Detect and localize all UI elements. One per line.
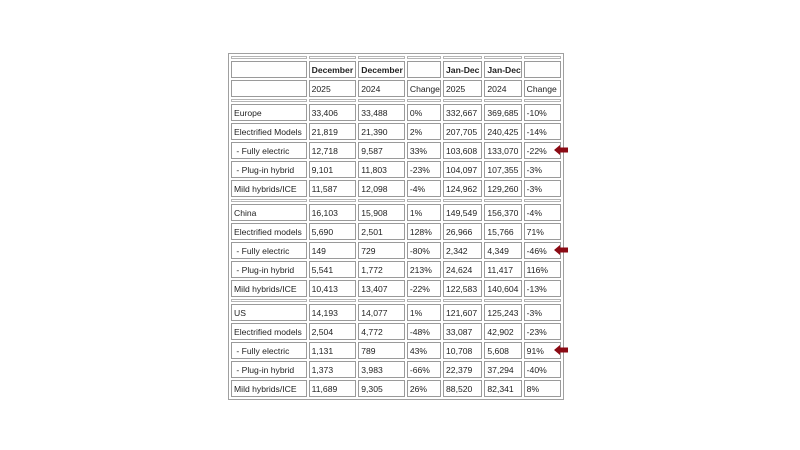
dec-2025-value-text: 5,541 bbox=[311, 264, 334, 275]
ytd-2024-value bbox=[484, 261, 521, 278]
dec-2024-value-text: 33,488 bbox=[361, 107, 388, 118]
table-row bbox=[231, 361, 561, 378]
dec-2024-value-text: 2,501 bbox=[361, 226, 383, 237]
ytd-change-value-text: -13% bbox=[526, 283, 547, 294]
dec-2024-value-text: 15,908 bbox=[361, 207, 388, 218]
table-row bbox=[231, 104, 561, 121]
row-label bbox=[231, 323, 307, 340]
dec-2025-value bbox=[309, 242, 357, 259]
row-label-text: - Plug-in hybrid bbox=[234, 264, 295, 275]
ytd-2024-value bbox=[484, 323, 521, 340]
ytd-2025-value bbox=[443, 304, 482, 321]
table-row bbox=[231, 204, 561, 221]
dec-2024-value-text: 789 bbox=[361, 345, 376, 356]
dec-2025-value bbox=[309, 142, 357, 159]
row-label bbox=[231, 261, 307, 278]
ytd-2024-value-text: 42,902 bbox=[487, 326, 514, 337]
table-row bbox=[231, 323, 561, 340]
dec-2025-value-text: 14,193 bbox=[311, 307, 338, 318]
dec-change-value bbox=[407, 142, 441, 159]
header-row-2 bbox=[231, 80, 561, 97]
dec-change-value-text: 1% bbox=[409, 307, 423, 318]
dec-2025-value bbox=[309, 261, 357, 278]
dec-change-value bbox=[407, 242, 441, 259]
dec-2024-value-text: 729 bbox=[361, 245, 376, 256]
ytd-2024-value-text: 156,370 bbox=[487, 207, 519, 218]
header-cell bbox=[231, 61, 307, 78]
ytd-change-value-text: 116% bbox=[526, 264, 549, 275]
ytd-2025-value-text: 124,962 bbox=[446, 183, 478, 194]
row-label bbox=[231, 280, 307, 297]
row-label-text: - Fully electric bbox=[234, 245, 290, 256]
header-change-cell: Change bbox=[524, 80, 561, 97]
table-row bbox=[231, 123, 561, 140]
dec-2024-value-text: 14,077 bbox=[361, 307, 388, 318]
dec-2025-value bbox=[309, 280, 357, 297]
dec-change-value bbox=[407, 123, 441, 140]
dec-2025-value-text: 16,103 bbox=[311, 207, 338, 218]
dec-2024-value bbox=[358, 280, 405, 297]
row-label-text: Electrified Models bbox=[234, 126, 302, 137]
dec-change-value-text: -4% bbox=[409, 183, 426, 194]
ytd-change-value-text: -4% bbox=[526, 207, 542, 218]
left-arrow-icon bbox=[554, 345, 568, 355]
dec-2024-value-text: 9,305 bbox=[361, 383, 383, 394]
row-label-text: - Fully electric bbox=[234, 345, 290, 356]
table-row bbox=[231, 380, 561, 397]
row-label-text: Mild hybrids/ICE bbox=[234, 383, 297, 394]
ytd-2024-value-text: 129,260 bbox=[487, 183, 519, 194]
ytd-2024-value-text: 133,070 bbox=[487, 145, 519, 156]
dec-change-value-text: 26% bbox=[409, 383, 428, 394]
ytd-2025-value bbox=[443, 180, 482, 197]
dec-change-value bbox=[407, 361, 441, 378]
dec-2024-value bbox=[358, 204, 405, 221]
ytd-change-value bbox=[524, 361, 561, 378]
dec-change-value-text: 128% bbox=[409, 226, 432, 237]
ytd-2024-value bbox=[484, 180, 521, 197]
header-year-cell: 2025 bbox=[309, 80, 357, 97]
ytd-change-value-text: 8% bbox=[526, 383, 540, 394]
dec-2025-value-text: 149 bbox=[311, 245, 326, 256]
ytd-2024-value bbox=[484, 342, 521, 359]
ytd-change-value bbox=[524, 180, 561, 197]
dec-2024-value-text: 11,803 bbox=[361, 164, 387, 175]
ytd-change-value-text: -14% bbox=[526, 126, 547, 137]
row-label bbox=[231, 142, 307, 159]
header-cell bbox=[524, 61, 561, 78]
row-label bbox=[231, 204, 307, 221]
ytd-2025-value bbox=[443, 261, 482, 278]
ytd-change-value-text: -22% bbox=[526, 145, 547, 156]
table-row bbox=[231, 342, 561, 359]
ytd-2024-value-text: 4,349 bbox=[487, 245, 509, 256]
dec-change-value-text: -22% bbox=[409, 283, 430, 294]
ytd-2024-value bbox=[484, 223, 521, 240]
ytd-2025-value bbox=[443, 242, 482, 259]
ytd-2025-value bbox=[443, 204, 482, 221]
ytd-2024-value-text: 107,355 bbox=[487, 164, 519, 175]
dec-change-value-text: -66% bbox=[409, 364, 430, 375]
header-year-cell: 2025 bbox=[443, 80, 482, 97]
dec-change-value-text: -80% bbox=[409, 245, 430, 256]
row-label-text: Mild hybrids/ICE bbox=[234, 283, 297, 294]
dec-2024-value bbox=[358, 342, 405, 359]
ytd-change-value-text: 71% bbox=[526, 226, 544, 237]
ytd-2025-value-text: 24,624 bbox=[446, 264, 473, 275]
ytd-2024-value-text: 140,604 bbox=[487, 283, 519, 294]
header-year-cell: 2024 bbox=[358, 80, 405, 97]
table-row bbox=[231, 304, 561, 321]
dec-2025-value-text: 10,413 bbox=[311, 283, 338, 294]
ytd-2024-value-text: 15,766 bbox=[487, 226, 514, 237]
dec-2025-value-text: 12,718 bbox=[311, 145, 338, 156]
ytd-change-value-text: -3% bbox=[526, 183, 542, 194]
ytd-2025-value-text: 26,966 bbox=[446, 226, 473, 237]
header-cell bbox=[407, 61, 441, 78]
dec-2024-value bbox=[358, 323, 405, 340]
dec-2025-value-text: 21,819 bbox=[311, 126, 338, 137]
ytd-2024-value-text: 82,341 bbox=[487, 383, 514, 394]
dec-change-value bbox=[407, 380, 441, 397]
dec-2025-value-text: 33,406 bbox=[311, 107, 338, 118]
ytd-change-value bbox=[524, 161, 561, 178]
ytd-2025-value-text: 33,087 bbox=[446, 326, 473, 337]
table-row bbox=[231, 280, 561, 297]
dec-2025-value bbox=[309, 161, 357, 178]
row-label bbox=[231, 223, 307, 240]
ytd-2025-value bbox=[443, 342, 482, 359]
section-separator bbox=[231, 299, 561, 302]
ytd-2025-value-text: 88,520 bbox=[446, 383, 473, 394]
row-label bbox=[231, 161, 307, 178]
ytd-2024-value-text: 5,608 bbox=[487, 345, 509, 356]
dec-2025-value-text: 11,587 bbox=[311, 183, 338, 194]
header-cell-ytd2025: Jan-Dec bbox=[443, 61, 482, 78]
dec-2024-value-text: 9,587 bbox=[361, 145, 383, 156]
ytd-2024-value bbox=[484, 380, 521, 397]
dec-2025-value bbox=[309, 223, 357, 240]
dec-2025-value-text: 9,101 bbox=[311, 164, 334, 175]
section-separator bbox=[231, 99, 561, 102]
dec-2024-value bbox=[358, 261, 405, 278]
ytd-2025-value bbox=[443, 380, 482, 397]
dec-change-value bbox=[407, 180, 441, 197]
dec-change-value-text: -48% bbox=[409, 326, 430, 337]
ytd-change-value bbox=[524, 123, 561, 140]
ytd-change-value bbox=[524, 242, 561, 259]
ytd-2025-value-text: 104,097 bbox=[446, 164, 478, 175]
ytd-2024-value-text: 37,294 bbox=[487, 364, 514, 375]
ytd-change-value-text: -46% bbox=[526, 245, 547, 256]
dec-change-value-text: 0% bbox=[409, 107, 423, 118]
dec-change-value bbox=[407, 342, 441, 359]
table-row bbox=[231, 161, 561, 178]
dec-2024-value bbox=[358, 361, 405, 378]
row-label-text: - Plug-in hybrid bbox=[234, 364, 295, 375]
ytd-2025-value-text: 10,708 bbox=[446, 345, 473, 356]
row-label-text: - Plug-in hybrid bbox=[234, 164, 295, 175]
table-row bbox=[231, 180, 561, 197]
dec-2025-value bbox=[309, 123, 357, 140]
table-row bbox=[231, 142, 561, 159]
ytd-change-value bbox=[524, 323, 561, 340]
header-change-cell: Change bbox=[407, 80, 441, 97]
ytd-2024-value-text: 369,685 bbox=[487, 107, 519, 118]
ytd-2024-value-text: 11,417 bbox=[487, 264, 514, 275]
row-label-text: China bbox=[234, 207, 257, 218]
row-label-text: - Fully electric bbox=[234, 145, 290, 156]
dec-2025-value bbox=[309, 380, 357, 397]
dec-2025-value bbox=[309, 323, 357, 340]
dec-2024-value bbox=[358, 161, 405, 178]
ytd-2025-value-text: 22,379 bbox=[446, 364, 473, 375]
dec-change-value bbox=[407, 223, 441, 240]
row-label bbox=[231, 104, 307, 121]
dec-2024-value bbox=[358, 304, 405, 321]
ytd-2025-value-text: 103,608 bbox=[446, 145, 478, 156]
table-row bbox=[231, 242, 561, 259]
ytd-change-value-text: -3% bbox=[526, 164, 542, 175]
dec-change-value bbox=[407, 323, 441, 340]
ytd-change-value bbox=[524, 304, 561, 321]
ytd-2024-value bbox=[484, 161, 521, 178]
ytd-change-value-text: -23% bbox=[526, 326, 547, 337]
left-arrow-icon bbox=[554, 245, 568, 255]
dec-2025-value bbox=[309, 104, 357, 121]
row-label bbox=[231, 304, 307, 321]
header-cell-ytd2024: Jan-Dec bbox=[484, 61, 521, 78]
header-cell-dec2024: December bbox=[358, 61, 405, 78]
section-separator bbox=[231, 199, 561, 202]
row-label bbox=[231, 180, 307, 197]
ytd-change-value bbox=[524, 261, 561, 278]
ytd-2024-value-text: 240,425 bbox=[487, 126, 519, 137]
dec-change-value bbox=[407, 304, 441, 321]
row-label-text: Electrified models bbox=[234, 326, 302, 337]
ytd-change-value bbox=[524, 280, 561, 297]
dec-2024-value bbox=[358, 223, 405, 240]
ytd-2024-value bbox=[484, 104, 521, 121]
ytd-2025-value-text: 149,549 bbox=[446, 207, 478, 218]
dec-2025-value bbox=[309, 204, 357, 221]
ytd-2025-value bbox=[443, 280, 482, 297]
dec-change-value bbox=[407, 104, 441, 121]
ytd-2025-value-text: 207,705 bbox=[446, 126, 478, 137]
ytd-2025-value-text: 2,342 bbox=[446, 245, 468, 256]
dec-2025-value-text: 11,689 bbox=[311, 383, 338, 394]
ytd-change-value-text: 91% bbox=[526, 345, 544, 356]
dec-2025-value-text: 2,504 bbox=[311, 326, 334, 337]
dec-change-value-text: 2% bbox=[409, 126, 423, 137]
ytd-change-value bbox=[524, 380, 561, 397]
header-cell bbox=[231, 80, 307, 97]
ytd-change-value-text: -40% bbox=[526, 364, 547, 375]
header-row-1 bbox=[231, 61, 561, 78]
ytd-change-value-text: -3% bbox=[526, 307, 542, 318]
dec-change-value-text: 43% bbox=[409, 345, 428, 356]
dec-change-value bbox=[407, 280, 441, 297]
separator-row bbox=[231, 56, 561, 59]
dec-2025-value bbox=[309, 180, 357, 197]
table-row bbox=[231, 261, 561, 278]
ytd-2024-value bbox=[484, 242, 521, 259]
dec-2024-value bbox=[358, 123, 405, 140]
header-year-cell: 2024 bbox=[484, 80, 521, 97]
dec-change-value bbox=[407, 204, 441, 221]
ytd-2024-value bbox=[484, 123, 521, 140]
ytd-change-value bbox=[524, 342, 561, 359]
dec-change-value-text: 33% bbox=[409, 145, 428, 156]
dec-2024-value-text: 3,983 bbox=[361, 364, 383, 375]
ytd-2024-value bbox=[484, 142, 521, 159]
dec-2024-value-text: 12,098 bbox=[361, 183, 388, 194]
ytd-change-value-text: -10% bbox=[526, 107, 547, 118]
dec-change-value-text: 213% bbox=[409, 264, 432, 275]
row-label bbox=[231, 361, 307, 378]
header-cell-dec2025: December bbox=[309, 61, 357, 78]
row-label-text: Mild hybrids/ICE bbox=[234, 183, 297, 194]
dec-2024-value-text: 1,772 bbox=[361, 264, 383, 275]
ytd-2024-value-text: 125,243 bbox=[487, 307, 519, 318]
ytd-2025-value-text: 122,583 bbox=[446, 283, 478, 294]
ytd-2025-value-text: 121,607 bbox=[446, 307, 478, 318]
ytd-2024-value bbox=[484, 361, 521, 378]
sales-table bbox=[228, 53, 564, 400]
dec-2024-value-text: 13,407 bbox=[361, 283, 388, 294]
ytd-2024-value bbox=[484, 280, 521, 297]
dec-2024-value bbox=[358, 242, 405, 259]
dec-2024-value bbox=[358, 180, 405, 197]
dec-2024-value bbox=[358, 142, 405, 159]
dec-2025-value bbox=[309, 304, 357, 321]
dec-change-value bbox=[407, 161, 441, 178]
dec-2025-value-text: 5,690 bbox=[311, 226, 334, 237]
ytd-2025-value bbox=[443, 323, 482, 340]
ytd-2025-value bbox=[443, 361, 482, 378]
dec-2025-value-text: 1,373 bbox=[311, 364, 334, 375]
table-row bbox=[231, 223, 561, 240]
row-label bbox=[231, 242, 307, 259]
dec-change-value-text: -23% bbox=[409, 164, 430, 175]
ytd-change-value bbox=[524, 204, 561, 221]
dec-2025-value-text: 1,131 bbox=[311, 345, 334, 356]
row-label-text: Electrified models bbox=[234, 226, 302, 237]
ytd-2025-value bbox=[443, 142, 482, 159]
dec-2025-value bbox=[309, 342, 357, 359]
ytd-2024-value bbox=[484, 304, 521, 321]
ytd-2025-value bbox=[443, 223, 482, 240]
row-label bbox=[231, 342, 307, 359]
dec-2024-value bbox=[358, 380, 405, 397]
left-arrow-icon bbox=[554, 145, 568, 155]
row-label-text: Europe bbox=[234, 107, 262, 118]
dec-change-value bbox=[407, 261, 441, 278]
row-label bbox=[231, 380, 307, 397]
sales-table-container bbox=[228, 53, 564, 400]
ytd-2024-value bbox=[484, 204, 521, 221]
ytd-change-value bbox=[524, 104, 561, 121]
ytd-2025-value bbox=[443, 104, 482, 121]
row-label bbox=[231, 123, 307, 140]
row-label-text: US bbox=[234, 307, 246, 318]
ytd-2025-value bbox=[443, 161, 482, 178]
dec-2024-value-text: 21,390 bbox=[361, 126, 388, 137]
ytd-2025-value bbox=[443, 123, 482, 140]
ytd-2025-value-text: 332,667 bbox=[446, 107, 478, 118]
ytd-change-value bbox=[524, 142, 561, 159]
ytd-change-value bbox=[524, 223, 561, 240]
dec-2025-value bbox=[309, 361, 357, 378]
dec-2024-value bbox=[358, 104, 405, 121]
dec-change-value-text: 1% bbox=[409, 207, 423, 218]
dec-2024-value-text: 4,772 bbox=[361, 326, 383, 337]
